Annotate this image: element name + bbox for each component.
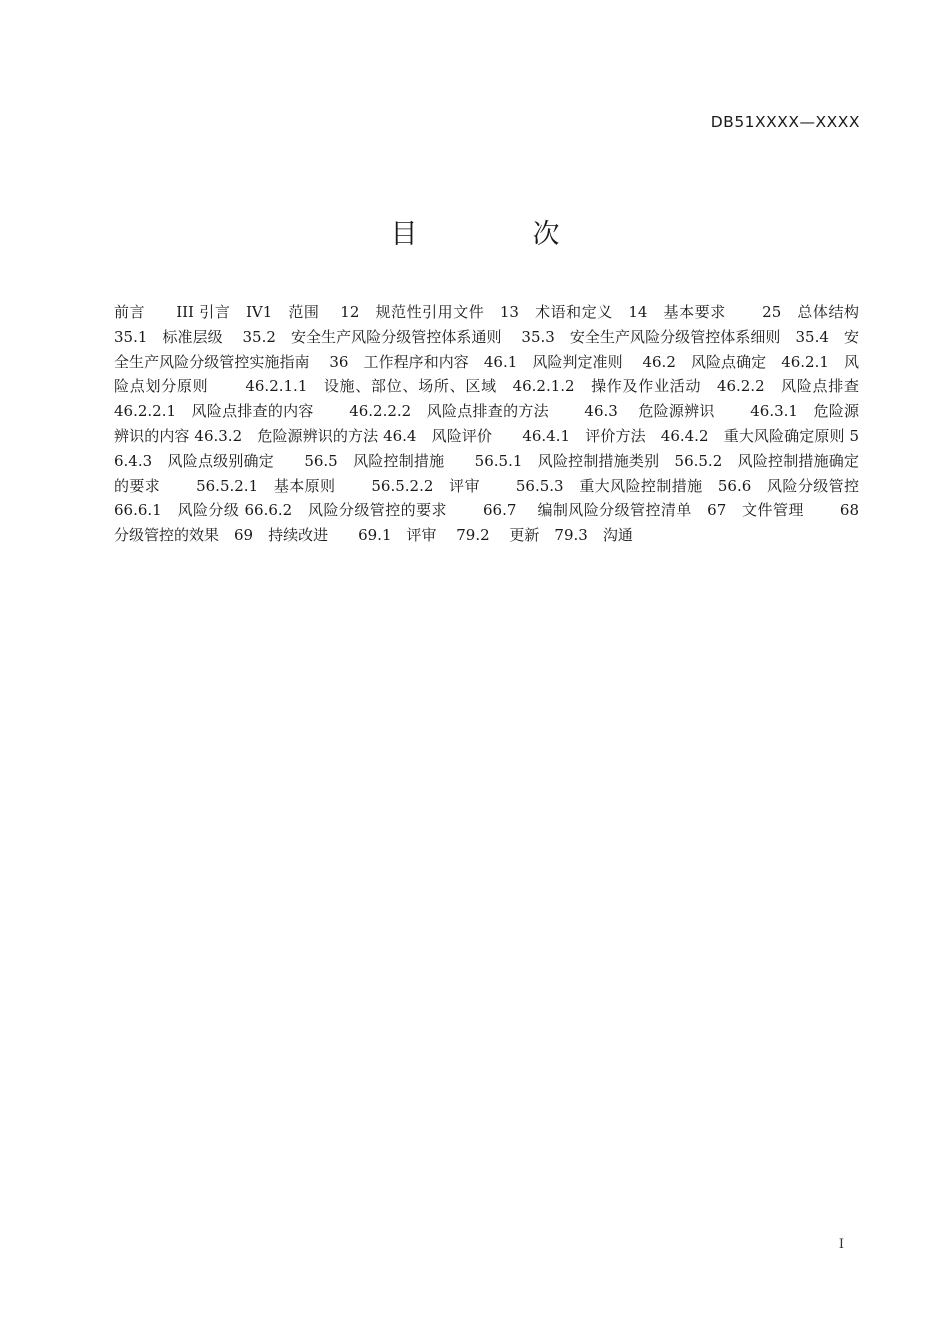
- table-of-contents: [114, 300, 894, 548]
- page-title: 目 次: [390, 219, 604, 250]
- toc-text: 前言 III 引言 IV1 范围 12 规范性引用文件 13 术语和定义 14 基本要求 25 总体结构 35.1 标准层级 35.2 安全生产风险分级管控体系通则 35.3 安全生产风险分级管控体系细则 35.4 安全生产风险分级管控实施指南 36 工作程序和内容 46.1 风险判定准则 46.2 风险点确定 46.2.1 风险点划分原则 46.2.1.1 设施、部位、场所、区域 46.2.1.2 操作及作业活动 46.2.2 风险点排查 46.2.2.1 风险点排查的内容 46.2.2.2 风险点排查的方法 46.3 危险源辨识 46.3.1 危险源辨识的内容 46.3.2 危险源辨识的方法 46.4 风险评价 46.4.1 评价方法 46.4.2 重大风险确定原则 56.4.3 风险点级别确定 56.5 风险控制措施 56.5.1 风险控制措施类别 56.5.2 风险控制措施确定的要求 56.5.2.1 基本原则 56.5.2.2 评审 56.5.3 重大风险控制措施 56.6 风险分级管控 66.6.1 风险分级 66.6.2 风险分级管控的要求 66.7 编制风险分级管控清单 67 文件管理 68 分级管控的效果 69 持续改进 69.1 评审 79.2 更新 79.3 沟通: [114, 303, 894, 545]
- document-code: DB51XXXX—XXXX: [710, 113, 860, 131]
- page-number: I: [838, 1237, 844, 1252]
